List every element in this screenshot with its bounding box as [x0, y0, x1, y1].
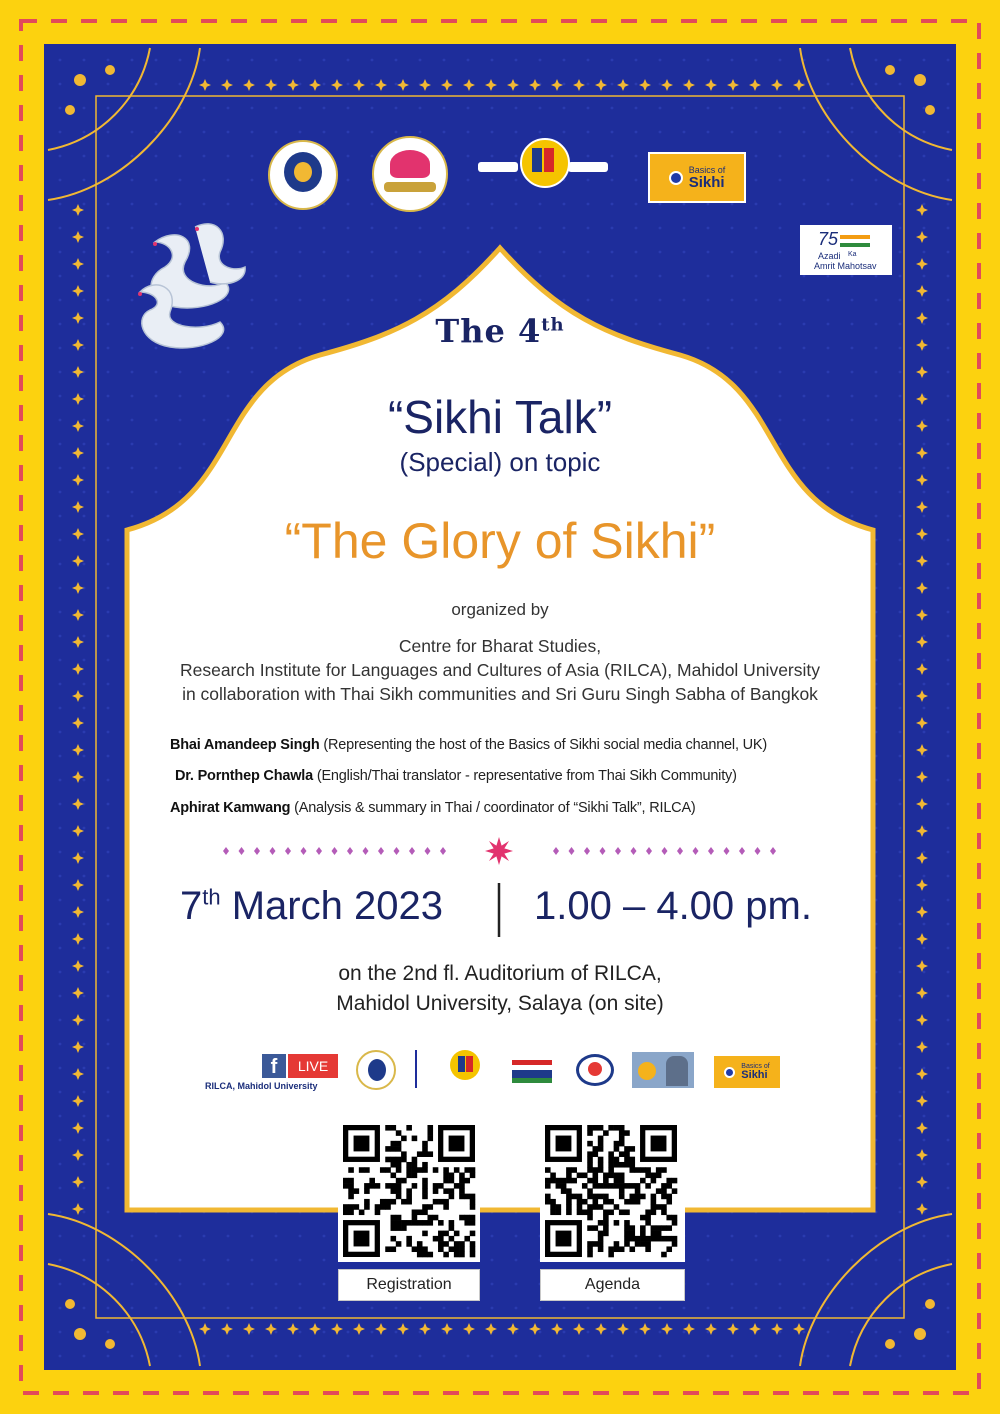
divider-flower — [485, 837, 513, 865]
facebook-live-badge: LIVE — [288, 1054, 338, 1078]
bhai-singh-photo-logo — [632, 1052, 694, 1088]
speaker-3-name: Aphirat Kamwang — [170, 800, 291, 816]
centre-bharat-studies-logo — [372, 136, 448, 212]
organizer-line-2: Research Institute for Languages and Cultures of Asia (RILCA), Mahidol University — [179, 660, 821, 680]
series-subtitle: (Special) on topic — [399, 447, 601, 477]
azadi-number: 75 — [818, 229, 839, 249]
venue-line-2: Mahidol University, Salaya (on site) — [336, 992, 664, 1015]
organizer-line-3: in collaboration with Thai Sikh communities and Sri Guru Singh Sabha of Bangkok — [182, 684, 818, 704]
event-date — [180, 884, 443, 929]
thai-sikh-news-logo — [508, 1052, 556, 1088]
event-time: 1.00 – 4.00 pm. — [534, 884, 812, 928]
organizer-line-1: Centre for Bharat Studies, — [398, 636, 602, 656]
organized-by-label: organized by — [451, 600, 549, 619]
basics-of-sikhi-icon — [669, 171, 683, 185]
edition-text: The 4 — [435, 312, 542, 350]
azadi-ka: Ka — [848, 251, 857, 258]
topic-title: “The Glory of Sikhi” — [284, 513, 716, 569]
speaker-2-role: (English/Thai translator - representative from Thai Sikh Community) — [313, 768, 737, 784]
speaker-2-name: Dr. Pornthep Chawla — [175, 768, 313, 784]
registration-label: Registration — [338, 1269, 480, 1301]
mahidol-university-logo — [268, 140, 338, 210]
facebook-icon: f — [262, 1054, 286, 1078]
azadi-ka-amrit-mahotsav-logo — [800, 225, 892, 275]
basics-of-sikhi-small-logo — [712, 1054, 782, 1090]
speaker-3-role: (Analysis & summary in Thai / coordinator of “Sikhi Talk”, RILCA) — [290, 800, 696, 816]
series-title: “Sikhi Talk” — [387, 391, 613, 443]
basics-of-sikhi-big-text: Sikhi — [688, 173, 725, 191]
sri-guru-singh-sabha-logo — [478, 138, 608, 194]
basics-of-sikhi-small-text: Basics of — [688, 164, 726, 175]
speaker-1 — [170, 737, 767, 753]
event-month-year: March 2023 — [220, 884, 443, 928]
speaker-2 — [175, 768, 737, 784]
sikh-anniversary-logo — [572, 1050, 618, 1090]
basics-of-sikhi-big-text-2: Sikhi — [741, 1069, 768, 1081]
sabha-small-logo — [430, 1050, 500, 1090]
speaker-3 — [170, 800, 696, 816]
azadi-line2: Amrit Mahotsav — [814, 261, 877, 271]
speaker-1-name: Bhai Amandeep Singh — [170, 737, 320, 753]
edition-sup: th — [541, 314, 565, 336]
agenda-qr-code[interactable] — [540, 1120, 685, 1262]
event-day-sup: th — [202, 884, 221, 910]
agenda-label: Agenda — [540, 1269, 685, 1301]
speaker-1-role: (Representing the host of the Basics of Sikhi social media channel, UK) — [319, 737, 767, 753]
facebook-live-caption: RILCA, Mahidol University — [205, 1081, 318, 1091]
venue-line-1: on the 2nd fl. Auditorium of RILCA, — [338, 962, 662, 985]
mahidol-small-logo — [356, 1050, 396, 1090]
basics-of-sikhi-logo — [648, 152, 746, 203]
basics-of-sikhi-small-text-2: Basics of — [741, 1063, 770, 1070]
basics-of-sikhi-small-icon — [724, 1067, 735, 1078]
registration-qr-code[interactable] — [338, 1120, 480, 1262]
azadi-line1: Azadi — [818, 251, 841, 261]
edition-heading — [0, 312, 1000, 350]
event-day: 7 — [180, 884, 203, 928]
